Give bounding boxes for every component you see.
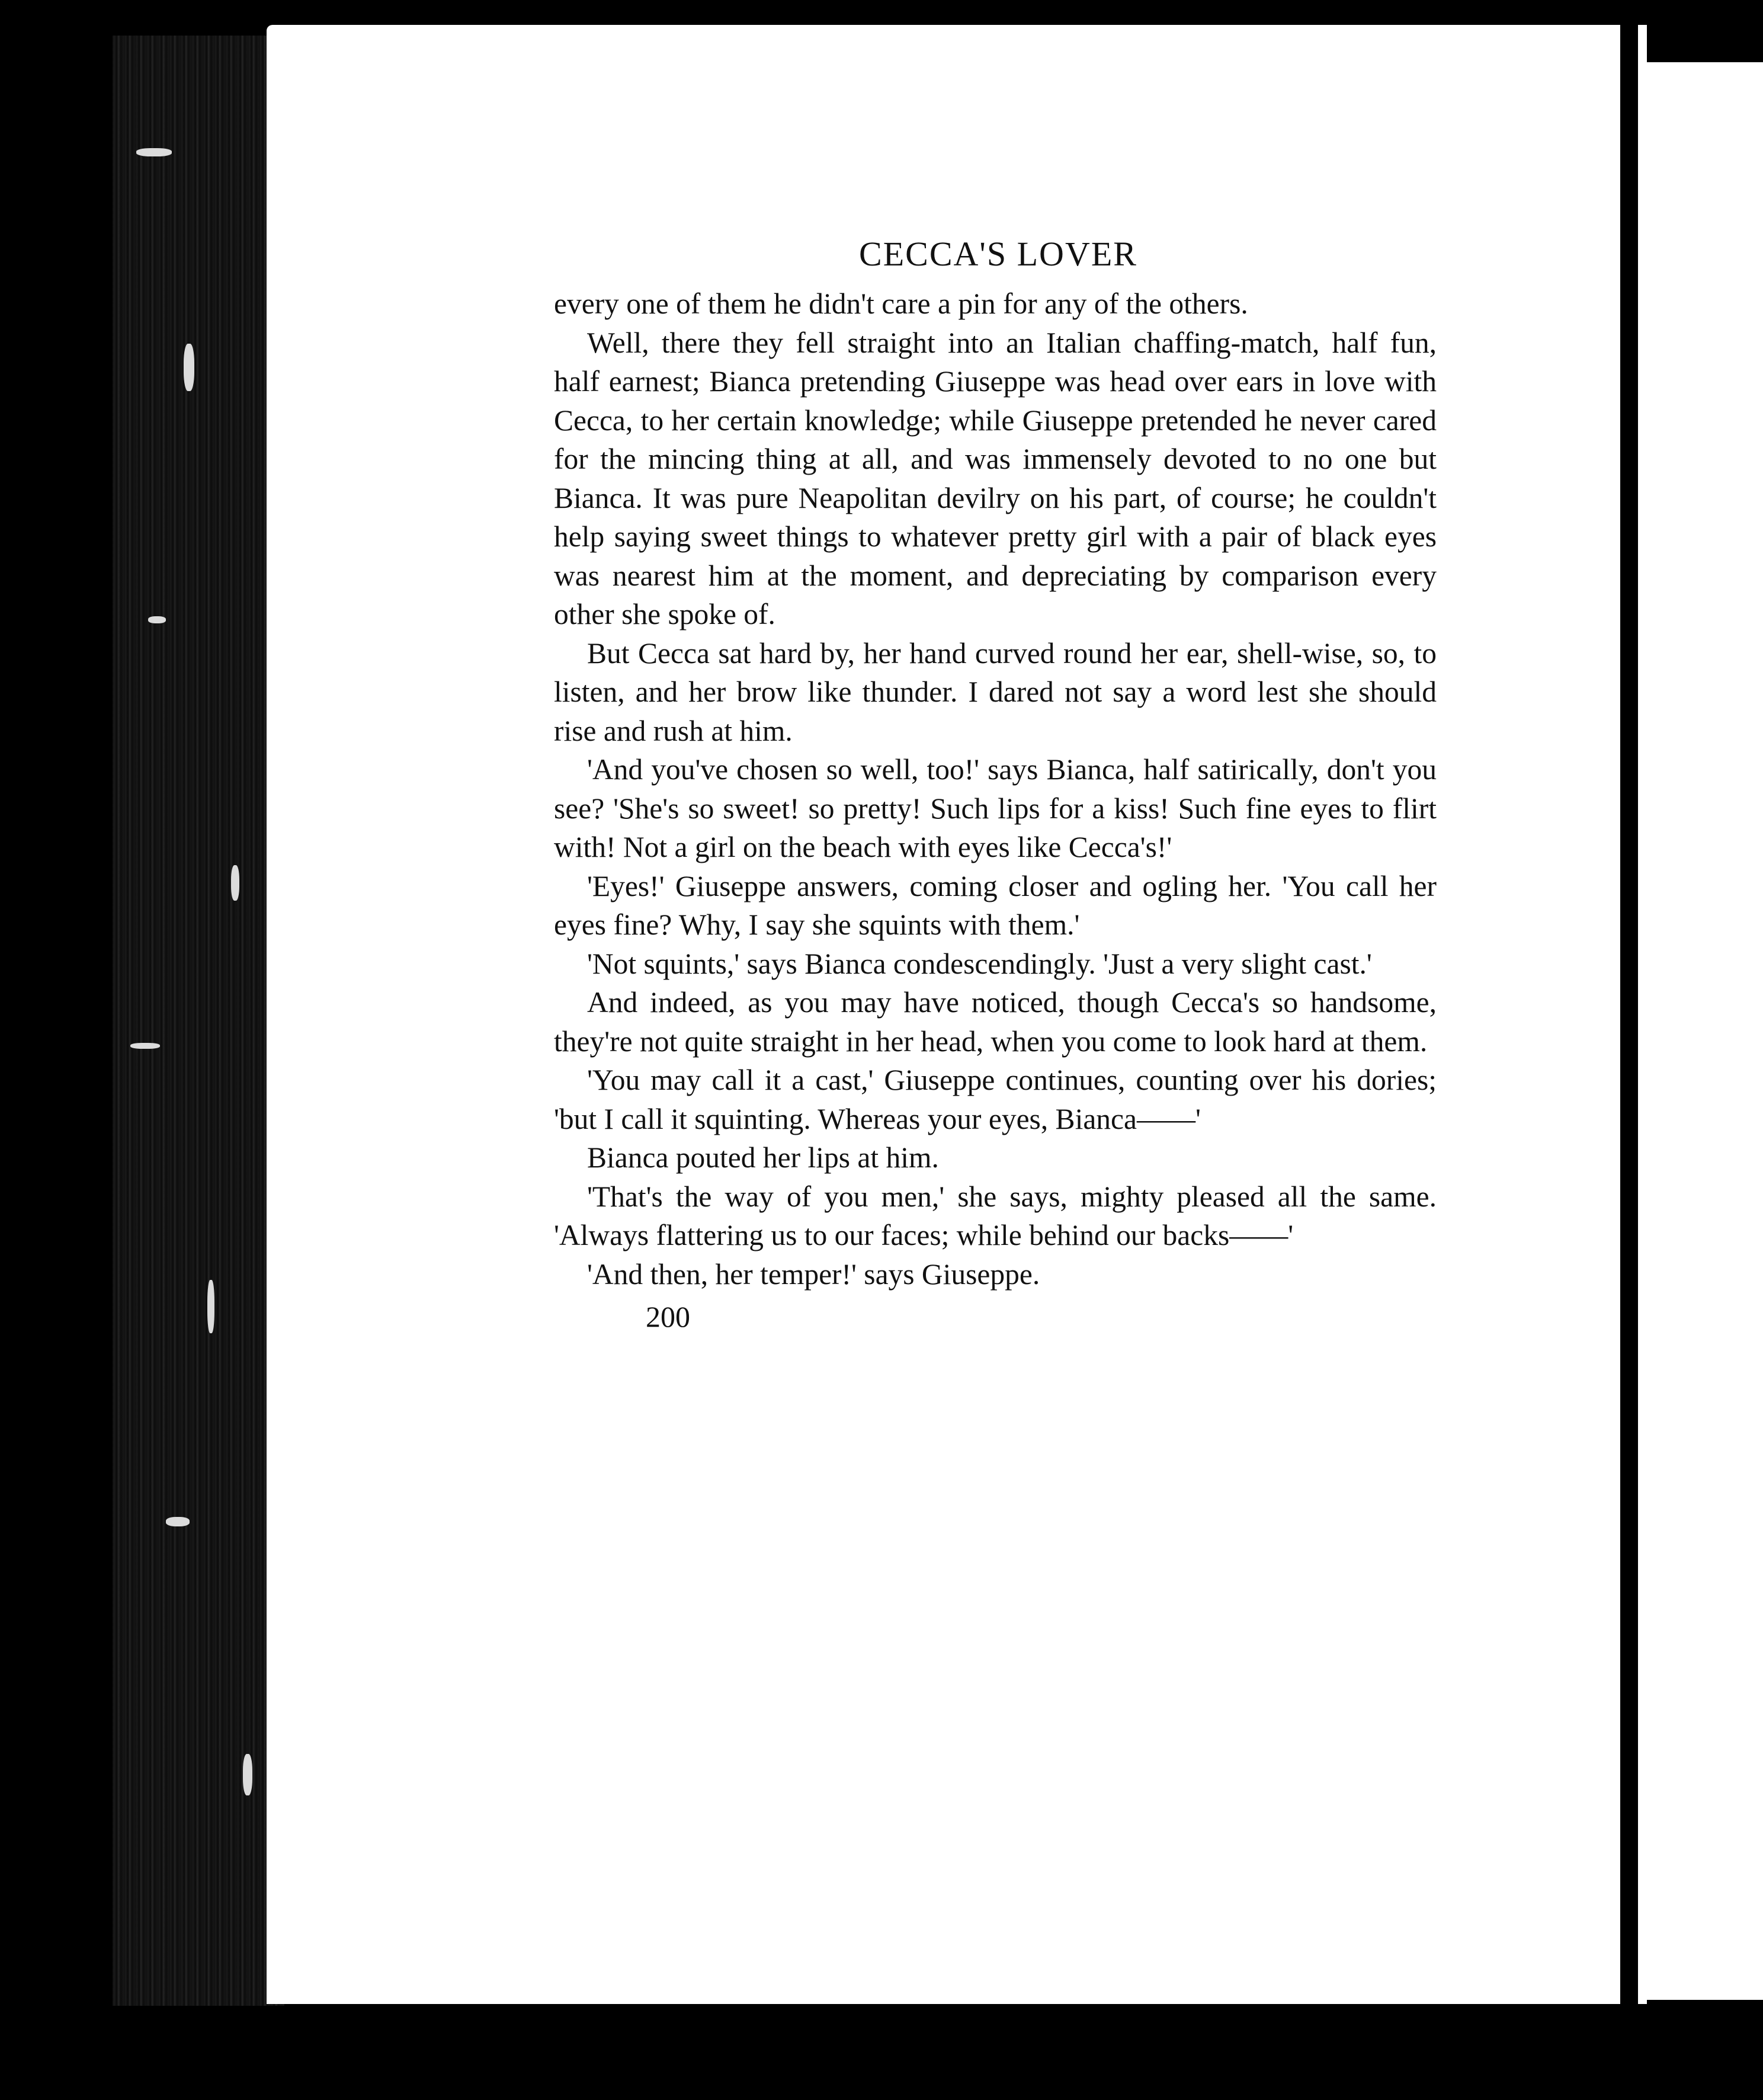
binding-gutter [1620, 24, 1638, 2015]
paragraph: 'That's the way of you men,' she says, mighty pleased all the same. 'Always flattering us to our faces; while behind our backs——' [554, 1180, 1437, 1251]
text-column [554, 234, 1437, 1294]
paragraph: 'Eyes!' Giuseppe answers, coming closer and ogling her. 'You call her eyes fine? Why, I say she squints with them.' [554, 869, 1437, 941]
paragraph: 'And then, her temper!' says Giuseppe. [587, 1257, 1040, 1291]
page-number: 200 [646, 1300, 690, 1333]
book-edge-texture [113, 36, 284, 2009]
paragraph: But Cecca sat hard by, her hand curved round her ear, shell-wise, so, to listen, and her brow like thunder. I dared not say a word lest she should rise and rush at him. [554, 636, 1437, 747]
scan-border-bottom [0, 2006, 1763, 2100]
adjacent-page-edge [1638, 62, 1763, 2000]
paragraph: Well, there they fell straight into an Italian chaffing-match, half fun, half earnest; Bianca pretending Giuseppe was head over ears in love with Cecca, to her certain knowledge; while Giuseppe pretended he never cared for the mincing thing at all, and was immensely devoted to no one but Bianca. It was pure Neapolitan devilry on his part, of course; he couldn't help saying sweet things to whatever pretty girl with a pair of black eyes was nearest him at the moment, and depreciating by comparison every other she spoke of. [554, 326, 1437, 630]
paragraph: 'And you've chosen so well, too!' says Bianca, half satirically, don't you see? 'She's so sweet! so pretty! Such lips for a kiss! Such fine eyes to flirt with! Not a girl on the beach with eyes like Cecca's!' [554, 753, 1437, 863]
paragraph: 'You may call it a cast,' Giuseppe continues, counting over his dories; 'but I call it squinting. Whereas your eyes, Bianca——' [554, 1064, 1437, 1135]
paragraph: every one of them he didn't care a pin for any of the others. [554, 287, 1248, 320]
running-head: CECCA'S LOVER [859, 235, 1137, 273]
paragraph: 'Not squints,' says Bianca condescendingly. 'Just a very slight cast.' [587, 947, 1372, 980]
paragraph: And indeed, as you may have noticed, though Cecca's so handsome, they're not quite straight in her head, when you come to look hard at them. [554, 986, 1437, 1058]
paragraph: Bianca pouted her lips at him. [587, 1141, 939, 1174]
